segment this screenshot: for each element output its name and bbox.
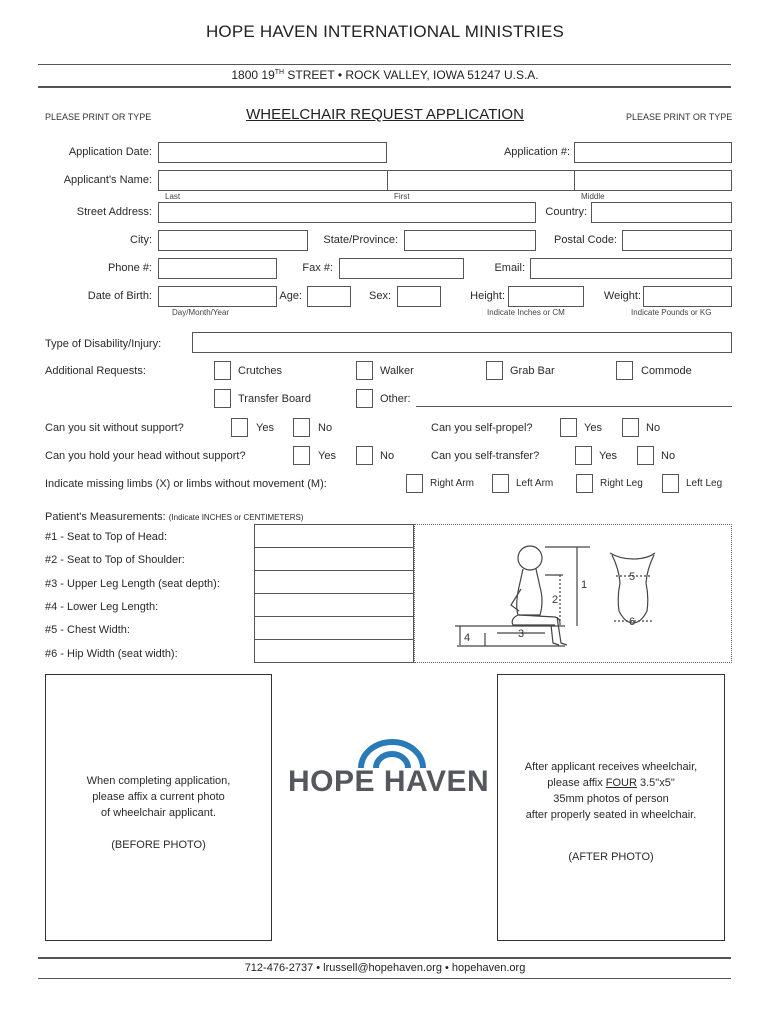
diagram-label-1: 1 [581,579,588,591]
after-photo-line-3: 35mm photos of person [553,793,669,805]
transfer-board-label: Transfer Board [238,393,311,405]
crutches-checkbox[interactable] [214,361,231,380]
after-photo-line-2-pre: please affix [547,777,606,789]
measurement-label-6: #6 - Hip Width (seat width): [45,648,178,660]
application-number-field[interactable] [574,142,732,163]
name-middle-hint: Middle [581,192,605,201]
crutches-label: Crutches [238,365,283,377]
footer-rule-top [38,957,731,959]
country-label: Country: [545,206,587,218]
disability-label: Type of Disability/Injury: [45,338,162,350]
additional-requests-label: Additional Requests: [45,365,146,377]
commode-checkbox[interactable] [616,361,633,380]
age-label: Age: [279,290,302,302]
state-label: State/Province: [323,234,398,246]
propel-yes-checkbox[interactable] [560,418,577,437]
address-sup: TH [274,69,285,76]
measurement-diagram [414,524,732,663]
after-photo-line-4: after properly seated in wheelchair. [525,809,697,821]
email-field[interactable] [530,258,732,279]
footer-rule-bottom [38,978,731,979]
sit-no-label: No [318,422,333,434]
measurement-field-5[interactable] [254,616,414,640]
street-address-label: Street Address: [76,206,152,218]
address-pre: 1800 19 [231,68,275,82]
limbs-question: Indicate missing limbs (X) or limbs without movement (M): [45,478,327,490]
applicant-name-label: Applicant's Name: [63,174,152,186]
before-photo-line-1: When completing application, [86,775,231,787]
before-photo-line-3: of wheelchair applicant. [101,807,216,819]
after-photo-line-1: After applicant receives wheelchair, [524,761,698,773]
country-field[interactable] [591,202,732,223]
transfer-yes-checkbox[interactable] [575,446,592,465]
please-print-right: PLEASE PRINT OR TYPE [626,112,733,122]
after-photo-line-2 [498,775,724,791]
dob-field[interactable] [158,286,277,307]
dob-hint: Day/Month/Year [172,308,230,317]
name-last-hint: Last [165,192,181,201]
measurement-label-3: #3 - Upper Leg Length (seat depth): [45,578,220,590]
weight-field[interactable] [643,286,732,307]
diagram-label-2: 2 [552,594,559,606]
commode-label: Commode [641,365,692,377]
walker-label: Walker [380,365,414,377]
sit-yes-checkbox[interactable] [231,418,248,437]
city-label: City: [130,234,152,246]
hope-haven-logo-text: HOPE HAVEN [288,765,490,798]
footer-contact: 712-476-2737 • lrussell@hopehaven.org • hopehaven.org [244,962,526,974]
email-label: Email: [494,262,525,274]
org-name: HOPE HAVEN INTERNATIONAL MINISTRIES [205,22,565,41]
before-photo-line-2: please affix a current photo [92,791,225,803]
phone-field[interactable] [158,258,277,279]
height-hint: Indicate Inches or CM [487,308,565,317]
measurement-label-1: #1 - Seat to Top of Head: [45,531,168,543]
left-leg-label: Left Leg [686,478,723,489]
height-label: Height: [470,290,505,302]
name-middle-field[interactable] [574,170,732,191]
fax-field[interactable] [339,258,464,279]
city-field[interactable] [158,230,308,251]
disability-field[interactable] [192,332,732,353]
form-title: WHEELCHAIR REQUEST APPLICATION [246,106,524,123]
please-print-left: PLEASE PRINT OR TYPE [45,112,152,122]
grab-bar-label: Grab Bar [510,365,555,377]
before-photo-caption: (BEFORE PHOTO) [111,839,206,851]
after-photo-line-2-four: FOUR [605,777,637,789]
postal-code-label: Postal Code: [554,234,617,246]
head-yes-label: Yes [318,450,336,462]
diagram-label-3: 3 [518,628,525,640]
measurement-field-1[interactable] [254,524,414,548]
measurements-title: Patient's Measurements: [45,511,166,523]
phone-label: Phone #: [107,262,152,274]
state-field[interactable] [404,230,536,251]
weight-hint: Indicate Pounds or KG [631,308,712,317]
transfer-question: Can you self-transfer? [431,450,540,462]
right-arm-label: Right Arm [430,478,474,489]
measurement-field-4[interactable] [254,593,414,617]
propel-question: Can you self-propel? [431,422,533,434]
head-question: Can you hold your head without support? [45,450,246,462]
after-photo-caption: (AFTER PHOTO) [568,851,654,863]
sit-no-checkbox[interactable] [293,418,310,437]
name-first-field[interactable] [387,170,575,191]
left-arm-checkbox[interactable] [492,474,509,493]
other-checkbox[interactable] [356,389,373,408]
measurement-field-6[interactable] [254,639,414,663]
before-photo-box[interactable] [45,674,272,941]
left-leg-checkbox[interactable] [662,474,679,493]
after-photo-line-2-post: 3.5"x5" [636,777,675,789]
right-leg-label: Right Leg [600,478,643,489]
fax-label: Fax #: [302,262,333,274]
measurements-heading [45,511,303,523]
head-no-checkbox[interactable] [356,446,373,465]
street-address-field[interactable] [158,202,536,223]
header-rule-top [38,64,731,65]
application-date-field[interactable] [158,142,387,163]
dob-label: Date of Birth: [87,290,152,302]
diagram-label-4: 4 [464,632,471,644]
propel-yes-label: Yes [584,422,602,434]
measurements-note: (Indicate INCHES or CENTIMETERS) [168,513,304,522]
head-no-label: No [380,450,395,462]
org-address [0,68,770,82]
seated-person-diagram [415,525,731,662]
header-rule-bottom [38,86,731,88]
measurement-field-2[interactable] [254,547,414,571]
application-number-label: Application #: [503,146,570,158]
head-yes-checkbox[interactable] [293,446,310,465]
right-leg-checkbox[interactable] [576,474,593,493]
sit-yes-label: Yes [256,422,274,434]
measurement-label-5: #5 - Chest Width: [45,624,130,636]
other-underline [416,406,732,407]
transfer-board-checkbox[interactable] [214,389,231,408]
application-date-label: Application Date: [68,146,152,158]
after-photo-box[interactable] [497,674,725,941]
right-arm-checkbox[interactable] [406,474,423,493]
transfer-yes-label: Yes [599,450,617,462]
other-label: Other: [380,393,411,405]
measurement-field-3[interactable] [254,570,414,594]
transfer-no-checkbox[interactable] [637,446,654,465]
propel-no-label: No [646,422,661,434]
propel-no-checkbox[interactable] [622,418,639,437]
measurement-label-4: #4 - Lower Leg Length: [45,601,159,613]
postal-code-field[interactable] [622,230,732,251]
measurement-label-2: #2 - Seat to Top of Shoulder: [45,554,185,566]
left-arm-label: Left Arm [516,478,554,489]
walker-checkbox[interactable] [356,361,373,380]
name-last-field[interactable] [158,170,388,191]
name-first-hint: First [394,192,410,201]
transfer-no-label: No [661,450,676,462]
sex-field[interactable] [397,286,441,307]
height-field[interactable] [508,286,584,307]
weight-label: Weight: [603,290,641,302]
sit-question: Can you sit without support? [45,422,184,434]
diagram-label-6: 6 [629,616,636,628]
grab-bar-checkbox[interactable] [486,361,503,380]
diagram-label-5: 5 [629,571,636,583]
address-post: STREET • ROCK VALLEY, IOWA 51247 U.S.A. [284,68,539,82]
age-field[interactable] [307,286,351,307]
sex-label: Sex: [368,290,391,302]
